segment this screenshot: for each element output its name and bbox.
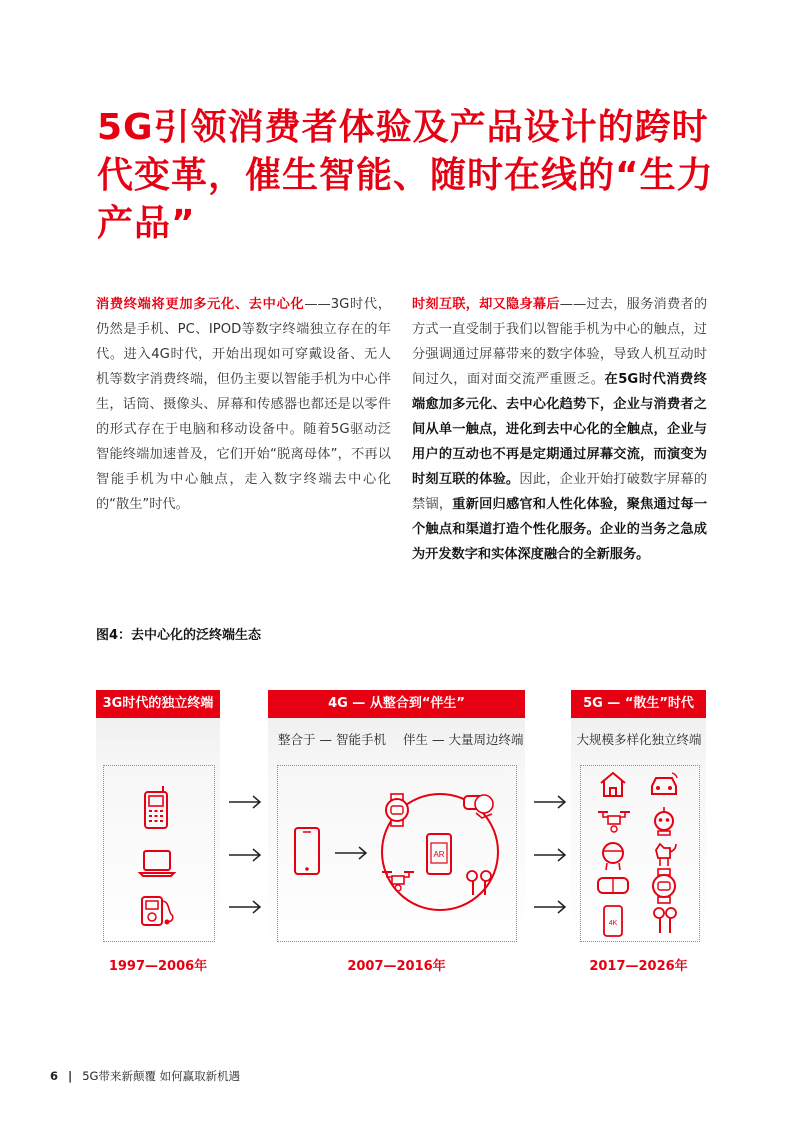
- 4k-phone-icon: [602, 904, 624, 938]
- laptop-icon: [138, 848, 176, 878]
- arrow-right-icon: [533, 900, 567, 914]
- left-text: ——3G时代，仍然是手机、PC、IPOD等数字终端独立存在的年代。进入4G时代，开始出现如可穿戴设备、无人机等数字消费终端，但仍主要以智能手机为中心伴生，话筒、摄像头、屏幕和传感器也都还是以零件的形式存在于电脑和移动设备中。随着5G驱动泛智能终端加速普及，它们开始“脱离母体”，不再以智能手机为中心触点，走入数字终端去中心化的“散生”时代。: [96, 297, 392, 512]
- left-lead: 消费终端将更加多元化、去中心化: [96, 297, 305, 312]
- arrow-right-icon: [533, 795, 567, 809]
- arrow-right-icon: [228, 900, 262, 914]
- smartwatch-icon: [382, 793, 412, 827]
- panel-3g-years: 1997—2006年: [108, 959, 208, 974]
- drone-icon: [596, 808, 632, 836]
- arrow-right-icon: [334, 846, 368, 860]
- ar-label: AR: [433, 850, 445, 859]
- smart-helmet-icon: [598, 838, 628, 872]
- feature-phone-icon: [141, 784, 171, 830]
- panel-5g-header: 5G — “散生”时代: [571, 690, 706, 718]
- right-lead: 时刻互联，却又隐身幕后: [412, 297, 560, 312]
- footer-title: 5G带来新颠覆 如何赢取新机遇: [82, 1069, 241, 1083]
- vr-headset-icon: [462, 790, 496, 820]
- smart-home-icon: [598, 770, 628, 798]
- right-column: [412, 292, 707, 567]
- right-text-1: ——过去，服务消费者的方式一直受制于我们以智能手机为中心的触点，过分强调通过屏幕带来的数字体验，导致人机互动时间过久，面对面交流严重匮乏。: [412, 297, 708, 387]
- drone-icon: [380, 868, 416, 894]
- page-title: 5G引领消费者体验及产品设计的跨时代变革，催生智能、随时在线的“生力产品”: [97, 107, 714, 244]
- panel-4g-sub-right: 伴生 — 大量周边终端: [403, 732, 524, 747]
- figure-title: 图4：去中心化的泛终端生态: [96, 628, 262, 643]
- arrow-right-icon: [228, 795, 262, 809]
- right-bold-1: 在5G时代消费终端愈加多元化、去中心化趋势下，企业与消费者之间从单一触点，进化到去中心化的全触点，企业与用户的互动也不再是定期通过屏幕交流，而演变为时刻互联的体验。: [412, 372, 707, 487]
- arrow-right-icon: [533, 848, 567, 862]
- smartwatch-icon: [650, 868, 678, 904]
- page-footer: [50, 1068, 240, 1084]
- earbuds-icon: [650, 906, 680, 936]
- panel-4g-header: 4G — 从整合到“伴生”: [268, 690, 525, 718]
- connected-car-icon: [648, 770, 680, 798]
- music-player-icon: [138, 893, 176, 929]
- smartphone-icon: [292, 826, 322, 876]
- page-number: 6: [50, 1069, 59, 1083]
- footer-separator: |: [68, 1069, 73, 1083]
- ar-phone-icon: [425, 832, 453, 876]
- panel-4g-sub-left: 整合于 — 智能手机: [278, 732, 386, 747]
- panel-3g-header: 3G时代的独立终端: [96, 690, 220, 718]
- panel-5g-sub: 大规模多样化独立终端: [576, 732, 702, 747]
- right-bold-2: 重新回归感官和人性化体验，聚焦通过每一个触点和渠道打造个性化服务。企业的当务之急成为开发数字和实体深度融合的全新服务。: [412, 497, 708, 562]
- arrow-right-icon: [228, 848, 262, 862]
- left-column: [96, 292, 391, 517]
- robot-dog-icon: [650, 838, 680, 870]
- 4k-label: 4K: [608, 920, 618, 927]
- earbuds-icon: [463, 868, 495, 898]
- panel-4g-years: 2007—2016年: [347, 959, 446, 974]
- right-text-2: 因此，企业开始打破数字屏幕的禁锢，: [412, 472, 708, 512]
- vr-glasses-icon: [596, 874, 630, 898]
- robot-icon: [650, 806, 678, 836]
- panel-5g-years: 2017—2026年: [589, 959, 688, 974]
